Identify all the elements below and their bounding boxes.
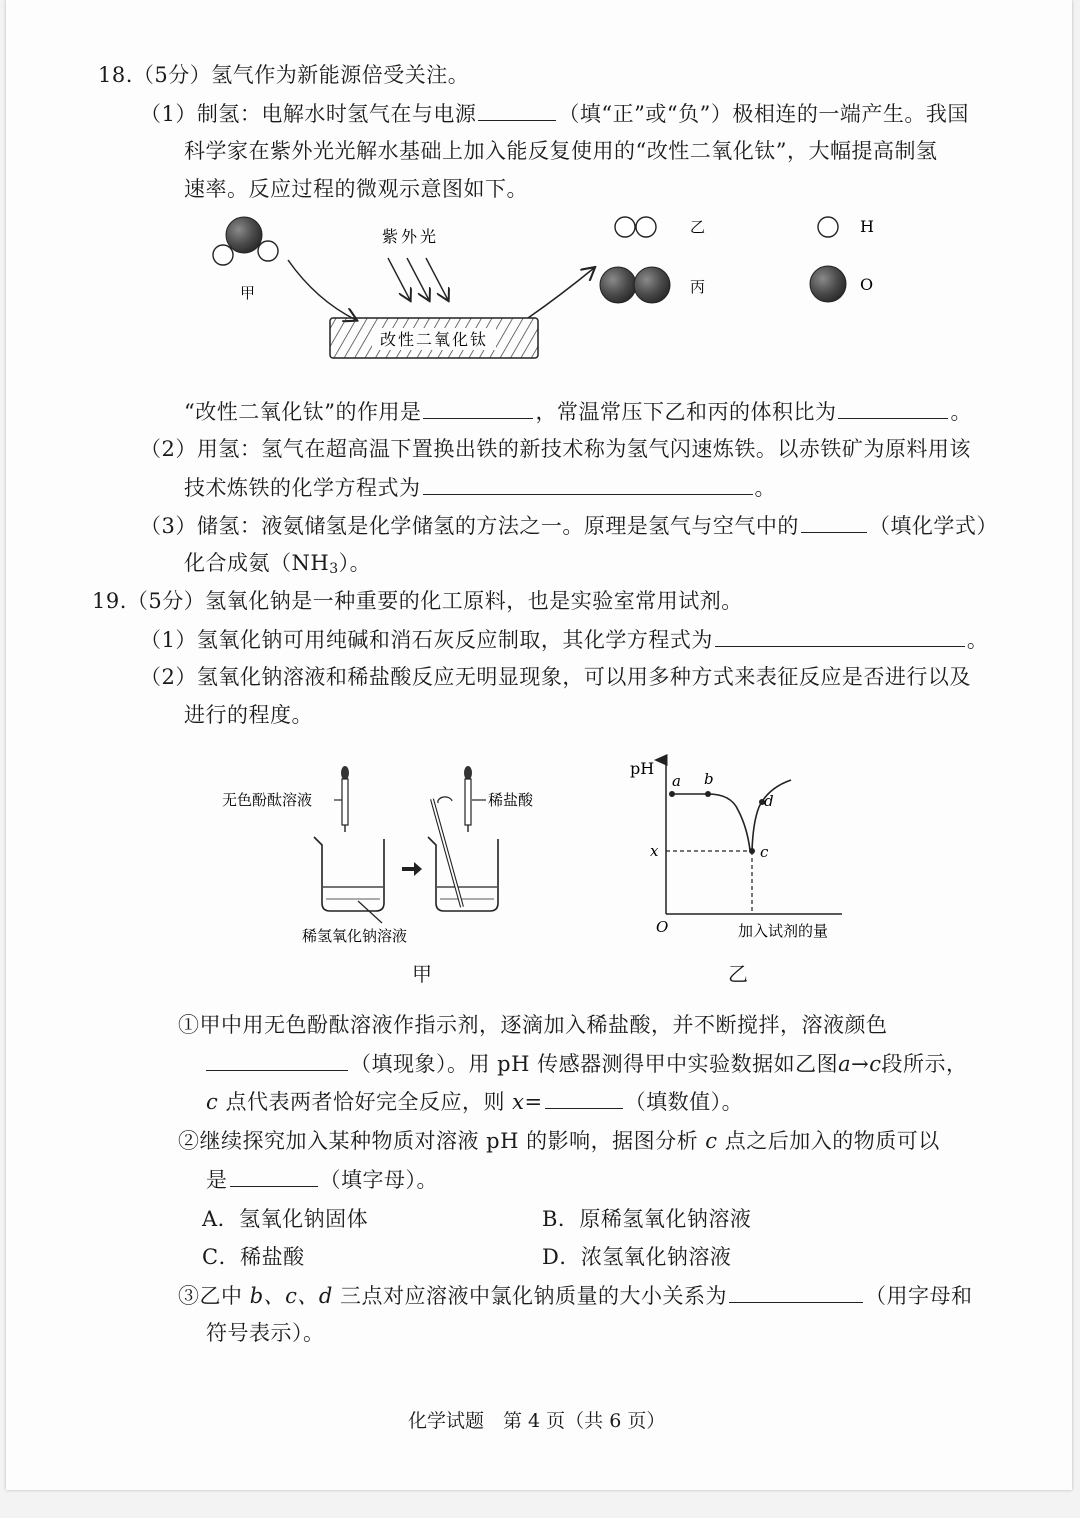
legend-o-label: O (860, 275, 874, 294)
figure-jia-caption: 甲 (412, 962, 432, 986)
q19-sub3-line1: ③乙中 b、c、d 三点对应溶液中氯化钠质量的大小关系为 （用字母和 (178, 1280, 973, 1311)
oxygen-molecule-icon (600, 267, 670, 303)
q18-part1-line3: 速率。反应过程的微观示意图如下。 (184, 177, 528, 201)
legend-h-label: H (860, 217, 874, 236)
answer-blank-color-change[interactable] (206, 1048, 348, 1071)
dropper-icon (464, 766, 472, 832)
ph-curve-chart (616, 752, 876, 952)
q19-sub2-line2: 是 （填字母）。 (206, 1164, 438, 1195)
naoh-solution-label: 稀氢氧化钠溶液 (302, 927, 408, 945)
q18-catalyst-question: “改性二氧化钛”的作用是 (184, 400, 422, 424)
answer-blank-electrode[interactable] (478, 98, 556, 121)
q18-part1-text-a: （1）制氢：电解水时氢气在与电源 (140, 102, 477, 126)
answer-blank-catalyst-role[interactable] (423, 396, 533, 419)
catalyst-label: 改性二氧化钛 (379, 330, 489, 349)
q18-part1-text-b: （填“正”或“负”）极相连的一端产生。我国 (558, 102, 969, 126)
q18-part1-line4: “改性二氧化钛”的作用是 ，常温常压下乙和丙的体积比为 。 (184, 396, 972, 427)
reaction-arrow-left (288, 260, 356, 320)
beaker-icon (314, 837, 384, 911)
legend-hydrogen-atom-icon (818, 217, 838, 237)
answer-blank-iron-equation[interactable] (423, 472, 753, 495)
x-axis-label: 加入试剂的量 (738, 922, 829, 940)
q18-title: 18.（5分）氢气作为新能源倍受关注。 (98, 63, 470, 87)
option-d[interactable]: D．浓氢氧化钠溶液 (542, 1245, 732, 1269)
exam-page (6, 0, 1072, 1490)
label-b: b (704, 770, 714, 788)
label-a: a (672, 772, 681, 790)
answer-blank-nacl-relation[interactable] (729, 1280, 863, 1303)
q19-sub2-line1: ②继续探究加入某种物质对溶液 pH 的影响，据图分析 c 点之后加入的物质可以 (178, 1129, 940, 1153)
q19-sub1-line2: （填现象）。用 pH 传感器测得甲中实验数据如乙图a→c段所示， (206, 1048, 968, 1079)
water-splitting-diagram (196, 200, 916, 375)
point-c (749, 848, 755, 854)
uv-light-label: 紫外光 (382, 227, 440, 246)
q19-sub1-line1: ①甲中用无色酚酞溶液作指示剂，逐滴加入稀盐酸，并不断搅拌，溶液颜色 (178, 1013, 888, 1037)
q19-title: 19.（5分）氢氧化钠是一种重要的化工原料，也是实验室常用试剂。 (92, 589, 743, 613)
origin-label: O (656, 918, 669, 936)
answer-blank-x-value[interactable] (545, 1086, 623, 1109)
answer-blank-volume-ratio[interactable] (838, 396, 948, 419)
label-x: x (650, 842, 659, 860)
figure-yi-caption: 乙 (728, 962, 748, 986)
titration-apparatus-figure (206, 755, 566, 955)
beaker-stirring-icon (428, 797, 498, 911)
label-c: c (760, 843, 769, 861)
label-yi: 乙 (690, 218, 706, 236)
option-c[interactable]: C．稀盐酸 (202, 1245, 305, 1269)
point-a (669, 791, 675, 797)
option-b[interactable]: B．原稀氢氧化钠溶液 (542, 1207, 752, 1231)
hydrogen-molecule-icon (615, 217, 656, 237)
indicator-label: 无色酚酞溶液 (222, 791, 313, 809)
uv-rays-icon (388, 258, 448, 300)
water-molecule-icon (213, 217, 278, 265)
arrow-right-icon (402, 862, 422, 876)
q19-sub3-line2: 符号表示）。 (206, 1321, 325, 1345)
q18-volume-question: ，常温常压下乙和丙的体积比为 (535, 400, 837, 424)
point-b (705, 791, 711, 797)
y-axis-label: pH (630, 759, 655, 778)
legend-oxygen-atom-icon (810, 266, 846, 302)
answer-blank-substance-letter[interactable] (230, 1164, 318, 1187)
q18-part3-line2: 化合成氨$(NH_3)$。 (184, 551, 372, 577)
q18-part1-line1 (140, 98, 969, 129)
option-a[interactable]: A．氢氧化钠固体 (202, 1207, 369, 1231)
q18-part2-line1: （2）用氢：氢气在超高温下置换出铁的新技术称为氢气闪速炼铁。以赤铁矿为原料用该 (140, 437, 971, 461)
answer-blank-formula[interactable] (801, 510, 867, 533)
answer-blank-naoh-equation[interactable] (715, 624, 965, 647)
acid-label: 稀盐酸 (488, 791, 534, 809)
q18-part1-line2: 科学家在紫外光光解水基础上加入能反复使用的“改性二氧化钛”，大幅提高制氢 (184, 139, 938, 163)
label-bing: 丙 (690, 278, 706, 296)
q19-part2-line1: （2）氢氧化钠溶液和稀盐酸反应无明显现象，可以用多种方式来表征反应是否进行以及 (140, 665, 971, 689)
ph-curve-line (672, 780, 791, 851)
label-d: d (764, 792, 774, 810)
q19-sub1-line3: c 点代表两者恰好完全反应，则 x= （填数值）。 (206, 1086, 743, 1117)
page-footer: 化学试题 第 4 页（共 6 页） (408, 1410, 666, 1432)
dropper-icon (341, 766, 349, 832)
q19-part2-line2: 进行的程度。 (184, 703, 313, 727)
q18-part3-line1: （3）储氢：液氨储氢是化学储氢的方法之一。原理是氢气与空气中的 （填化学式） (140, 510, 998, 541)
reaction-arrow-right (528, 268, 594, 318)
q18-part2-line2: 技术炼铁的化学方程式为 。 (184, 472, 776, 503)
q19-part1: （1）氢氧化钠可用纯碱和消石灰反应制取，其化学方程式为 。 (140, 624, 988, 655)
label-jia: 甲 (240, 284, 256, 302)
